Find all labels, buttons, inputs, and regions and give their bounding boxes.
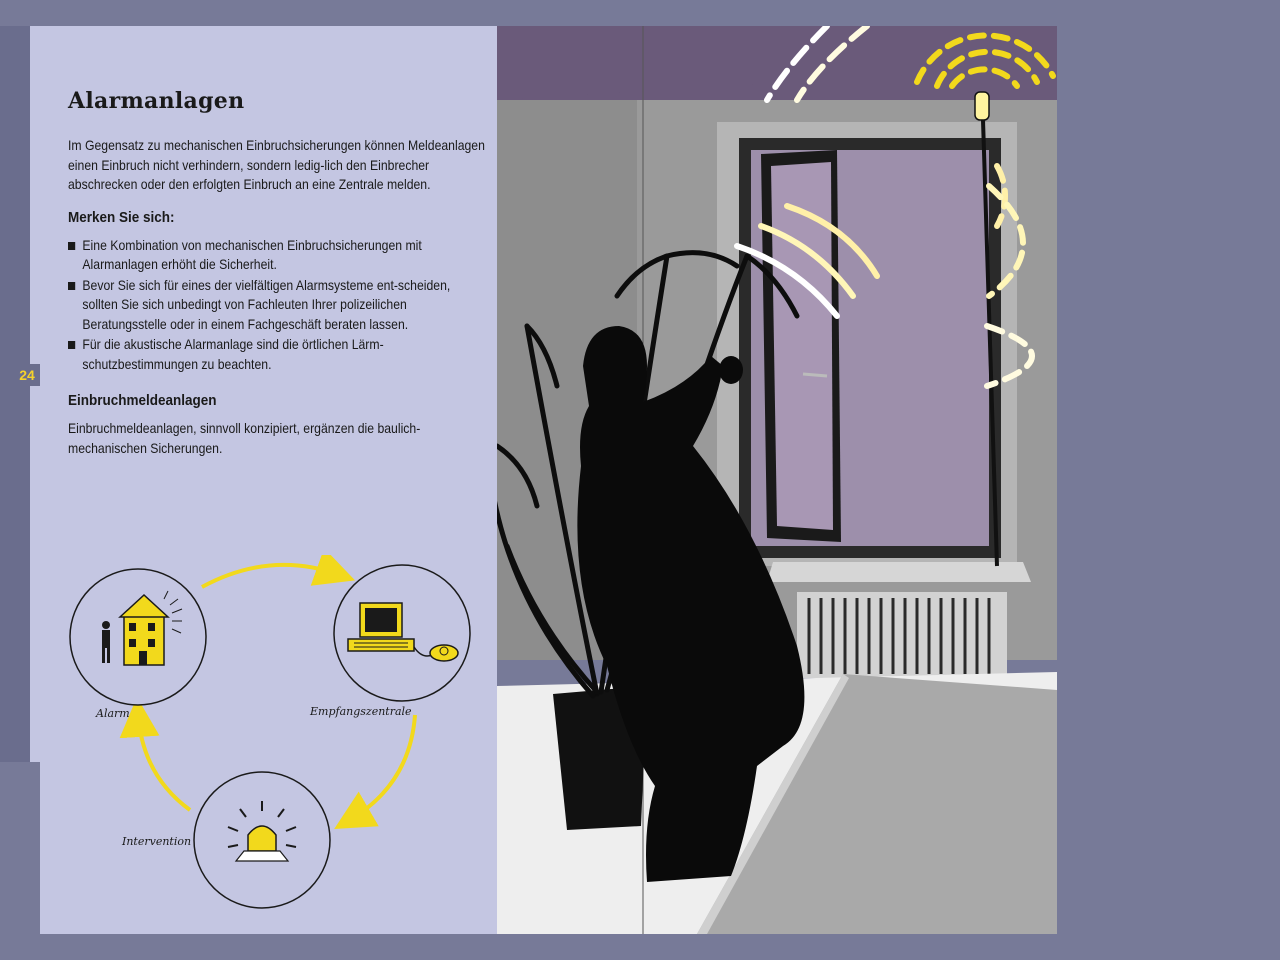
intervention-label: Intervention: [122, 835, 192, 848]
burglar-illustration: [497, 26, 1057, 934]
alarm-label: Alarm: [96, 707, 130, 720]
alarm-cycle-diagram: [60, 555, 500, 925]
siren-light-icon: [194, 772, 330, 908]
computer-phone-icon: [334, 565, 470, 701]
bullet-item: Für die akustische Alarmanlage sind die örtlichen Lärm-schutzbestimmungen zu beachten.: [68, 335, 487, 374]
page-number: 24: [14, 364, 40, 386]
section-paragraph: Einbruchmeldeanlagen, sinnvoll konzipiert, ergänzen die baulich-mechanischen Sicherungen.: [68, 421, 421, 456]
cycle-arrow: [138, 713, 190, 810]
receiver-label: Empfangszentrale: [310, 705, 412, 718]
bullet-item: Eine Kombination von mechanischen Einbruchsicherungen mit Alarmanlagen erhöht die Sicherheit.: [68, 236, 487, 275]
intro-paragraph: Im Gegensatz zu mechanischen Einbruchsicherungen können Meldeanlagen einen Einbruch nicht verhindern, sondern ledig-lich den Einbrecher abschrecken oder den erfolgten Einbruch an eine Zentrale melden.: [68, 138, 485, 192]
page-content: [68, 88, 483, 458]
cycle-arrow: [202, 565, 340, 587]
cycle-arrow: [348, 715, 415, 821]
bullet-item: Bevor Sie sich für eines der vielfältigen Alarmsysteme ent-scheiden, sollten Sie sich unbedingt von Fachleuten Ihrer polizeilichen Beratungsstelle oder in einem Fachgeschäft beraten lassen.: [68, 276, 487, 335]
section-heading: Einbruchmeldeanlagen: [68, 392, 217, 409]
remember-heading: Merken Sie sich:: [68, 208, 175, 226]
viewer-bottom-bar: [0, 934, 1280, 960]
page-notch: [0, 762, 40, 934]
bullet-list: [68, 236, 483, 375]
page-title: Alarmanlagen: [68, 88, 245, 114]
house-alarm-icon: [70, 569, 206, 705]
